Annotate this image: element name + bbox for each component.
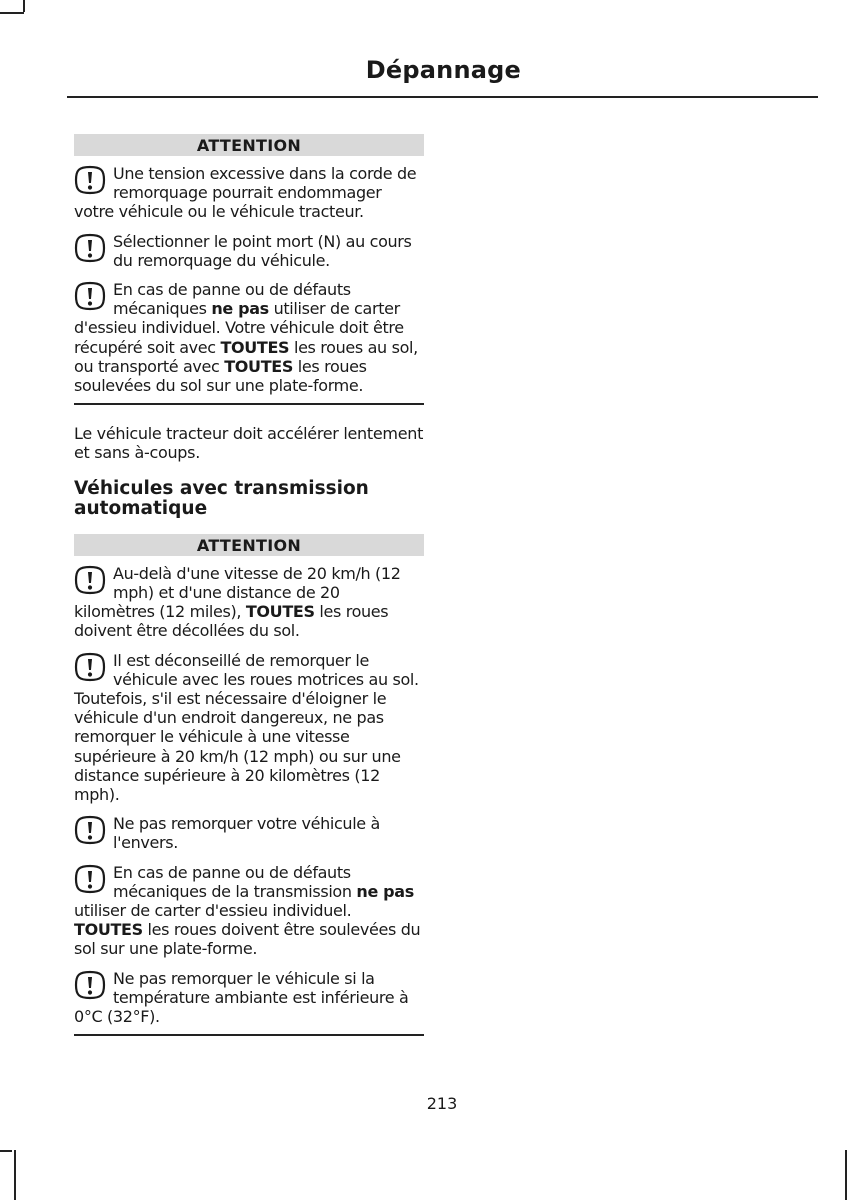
warning-text: En cas de panne ou de défauts mécaniques de la transmission [113, 862, 357, 901]
warning-emphasis: TOUTES [74, 920, 143, 940]
warning-list [74, 164, 424, 395]
warning-list [74, 564, 424, 1026]
warning-text: les roues soulevées du sol sur une plate-forme. [74, 356, 367, 396]
warning-text: Au-delà d'une vitesse de 20 km/h (12 mph) et d'une distance de 20 kilomètres (12 miles), [74, 563, 401, 622]
warning-text: utiliser de carter d'essieu individuel. Votre véhicule doit être récupéré soit avec [74, 299, 404, 357]
warning-text: les roues au sol, ou transporté avec [74, 337, 418, 376]
warning-text: les roues doivent être décollées du sol. [74, 602, 389, 641]
warning-emphasis: ne pas [211, 299, 269, 319]
page-number: 213 [426, 1094, 458, 1113]
exclamation-warning-icon [74, 565, 106, 595]
warning-item [74, 814, 424, 852]
header-divider [67, 96, 818, 98]
exclamation-warning-icon [74, 165, 106, 195]
warning-text: Il est déconseillé de remorquer le véhicule avec les roues motrices au sol. Toutefois, s'il est nécessaire d'éloigner le véhicule d'un endroit dangereux, ne pas remorquer le véhicule à une vitesse supérieure à 20 km/h (12 mph) ou sur une distance supérieure à 20 kilomètres (12 mph). [74, 650, 419, 804]
attention-heading: ATTENTION [74, 134, 424, 156]
exclamation-warning-icon [74, 970, 106, 1000]
content-column [74, 134, 424, 1036]
page-title: Dépannage [365, 56, 521, 84]
crop-mark-bottom-right-vertical [845, 1150, 847, 1200]
crop-mark-bottom-left-horizontal [0, 1150, 12, 1152]
warning-item [74, 280, 424, 395]
warning-text: Sélectionner le point mort (N) au cours du remorquage du véhicule. [113, 231, 412, 270]
attention-box-1 [74, 134, 424, 405]
section-subheading: Véhicules avec transmission automatique [74, 477, 369, 519]
warning-text: Ne pas remorquer votre véhicule à l'envers. [113, 814, 380, 853]
warning-emphasis: ne pas [356, 881, 414, 901]
crop-mark-top-left-vertical [23, 0, 25, 12]
warning-text: En cas de panne ou de défauts mécaniques [113, 280, 351, 319]
warning-text: utiliser de carter d'essieu individuel. [74, 900, 352, 920]
body-paragraph: Le véhicule tracteur doit accélérer lentement et sans à-coups. [74, 423, 424, 463]
attention-box-2 [74, 534, 424, 1036]
warning-item [74, 969, 424, 1027]
crop-mark-top-left-horizontal [0, 12, 24, 14]
warning-text: Une tension excessive dans la corde de remorquage pourrait endommager votre véhicule ou le véhicule tracteur. [74, 164, 417, 222]
exclamation-warning-icon [74, 864, 106, 894]
warning-emphasis: TOUTES [224, 356, 294, 376]
attention-heading: ATTENTION [74, 534, 424, 556]
warning-item [74, 564, 424, 641]
warning-text: les roues doivent être soulevées du sol sur une plate-forme. [74, 920, 421, 959]
exclamation-warning-icon [74, 652, 106, 682]
attention-end-divider [74, 1034, 424, 1036]
warning-item [74, 651, 424, 805]
crop-mark-bottom-left-vertical [14, 1150, 16, 1200]
warning-item [74, 232, 424, 270]
exclamation-warning-icon [74, 233, 106, 263]
attention-end-divider [74, 403, 424, 405]
warning-item [74, 164, 424, 222]
warning-text: Ne pas remorquer le véhicule si la température ambiante est inférieure à 0°C (32°F). [74, 968, 409, 1026]
warning-emphasis: TOUTES [220, 337, 290, 357]
exclamation-warning-icon [74, 281, 106, 311]
warning-emphasis: TOUTES [245, 602, 315, 622]
exclamation-warning-icon [74, 815, 106, 845]
warning-item [74, 863, 424, 959]
